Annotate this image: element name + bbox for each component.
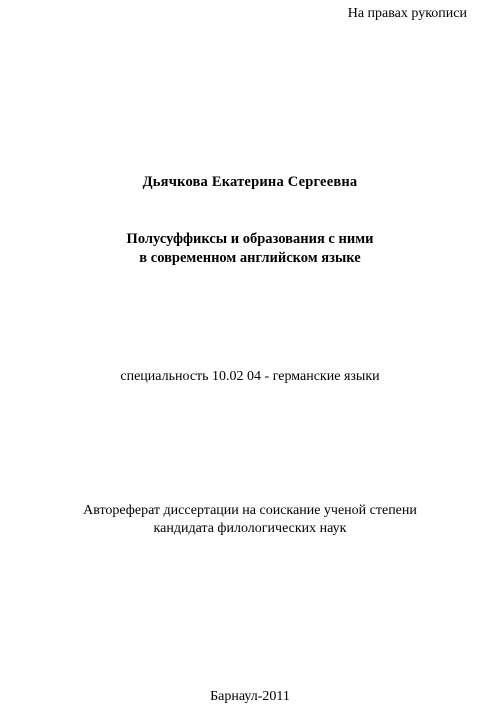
dissertation-title bbox=[0, 230, 500, 268]
rights-notice: На правах рукописи bbox=[347, 6, 467, 21]
city-year: Барнаул-2011 bbox=[210, 689, 290, 704]
title-line-2: в современном английском языке bbox=[139, 250, 361, 266]
specialty-line: специальность 10.02 04 - германские языки bbox=[120, 369, 380, 384]
title-line-1: Полусуффиксы и образования с ними bbox=[126, 231, 374, 247]
abstract-line-1: Автореферат диссертации на соискание ученой степени bbox=[83, 503, 417, 518]
abstract-line-2: кандидата филологических наук bbox=[153, 521, 347, 536]
abstract-description bbox=[0, 502, 500, 538]
author-name: Дьячкова Екатерина Сергеевна bbox=[142, 174, 358, 190]
